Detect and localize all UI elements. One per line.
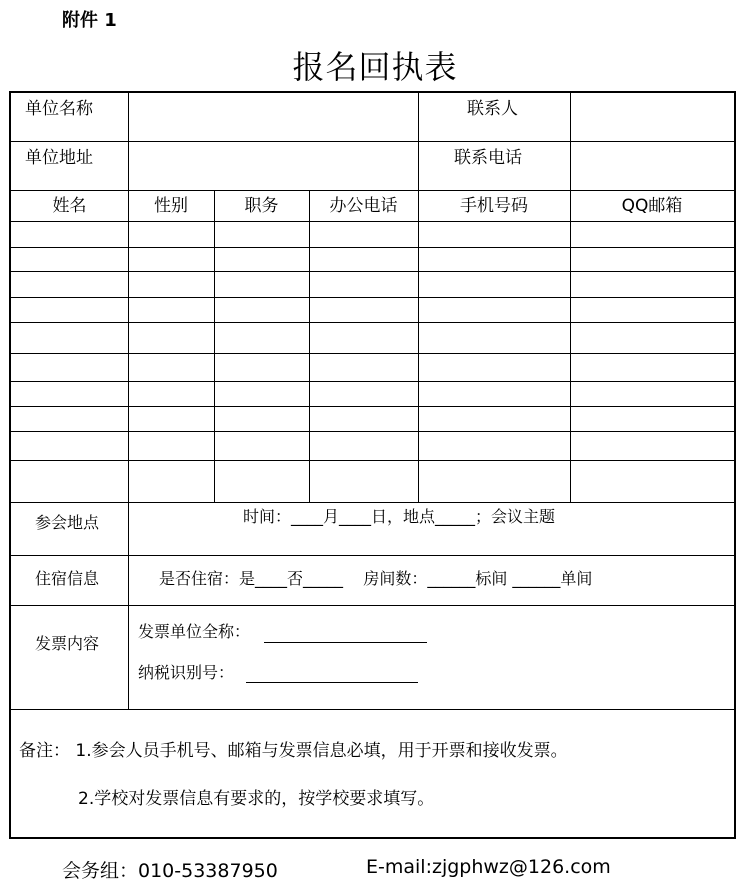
col-header-name: 姓名 [52, 196, 87, 216]
invoice-full-name-label: 发票单位全称： [138, 622, 251, 641]
row-divider [11, 605, 734, 606]
invoice-label: 发票内容 [35, 634, 100, 653]
invoice-tax-id-blank [246, 682, 418, 683]
notes-line-2: 2.学校对发票信息有要求的，按学校要求填写。 [78, 789, 435, 809]
col-divider [309, 190, 310, 502]
attachment-label: 附件 1 [62, 10, 117, 31]
row-divider [11, 431, 734, 432]
col-divider [214, 190, 215, 502]
col-header-mobile: 手机号码 [460, 196, 528, 216]
col-divider [418, 93, 419, 502]
registration-form [9, 91, 736, 839]
contact-person-label: 联系人 [467, 99, 518, 119]
row-divider [11, 460, 734, 461]
contact-phone-label: 联系电话 [454, 148, 522, 168]
row-divider [11, 502, 734, 503]
row-divider [11, 709, 734, 710]
venue-text: 时间：____月____日，地点_____；会议主题 [243, 507, 556, 526]
row-divider [11, 221, 734, 222]
col-divider [128, 93, 129, 709]
col-header-position: 职务 [244, 196, 279, 216]
invoice-tax-id-label: 纳税识别号： [138, 663, 235, 682]
col-header-gender: 性别 [154, 196, 188, 216]
lodging-label: 住宿信息 [35, 569, 100, 588]
row-divider [11, 353, 734, 354]
footer-email: E-mail:zjgphwz@126.com [366, 856, 611, 878]
row-divider [11, 381, 734, 382]
col-header-qq-email: QQ邮箱 [621, 196, 683, 216]
row-divider [11, 297, 734, 298]
notes-line-1: 备注： 1.参会人员手机号、邮箱与发票信息必填，用于开票和接收发票。 [19, 741, 568, 761]
form-title: 报名回执表 [292, 48, 458, 86]
col-header-office-phone: 办公电话 [329, 196, 398, 216]
row-divider [11, 141, 734, 142]
invoice-full-name-blank [264, 642, 427, 643]
lodging-text: 是否住宿：是____否_____ 房间数：______标间 ______单间 [159, 569, 593, 588]
row-divider [11, 190, 734, 191]
footer-contact-group: 会务组：010-53387950 [62, 860, 278, 882]
row-divider [11, 247, 734, 248]
row-divider [11, 271, 734, 272]
unit-name-label: 单位名称 [25, 99, 93, 119]
row-divider [11, 322, 734, 323]
unit-address-label: 单位地址 [25, 148, 93, 168]
col-divider [570, 93, 571, 502]
venue-label: 参会地点 [35, 513, 100, 532]
row-divider [11, 555, 734, 556]
row-divider [11, 406, 734, 407]
